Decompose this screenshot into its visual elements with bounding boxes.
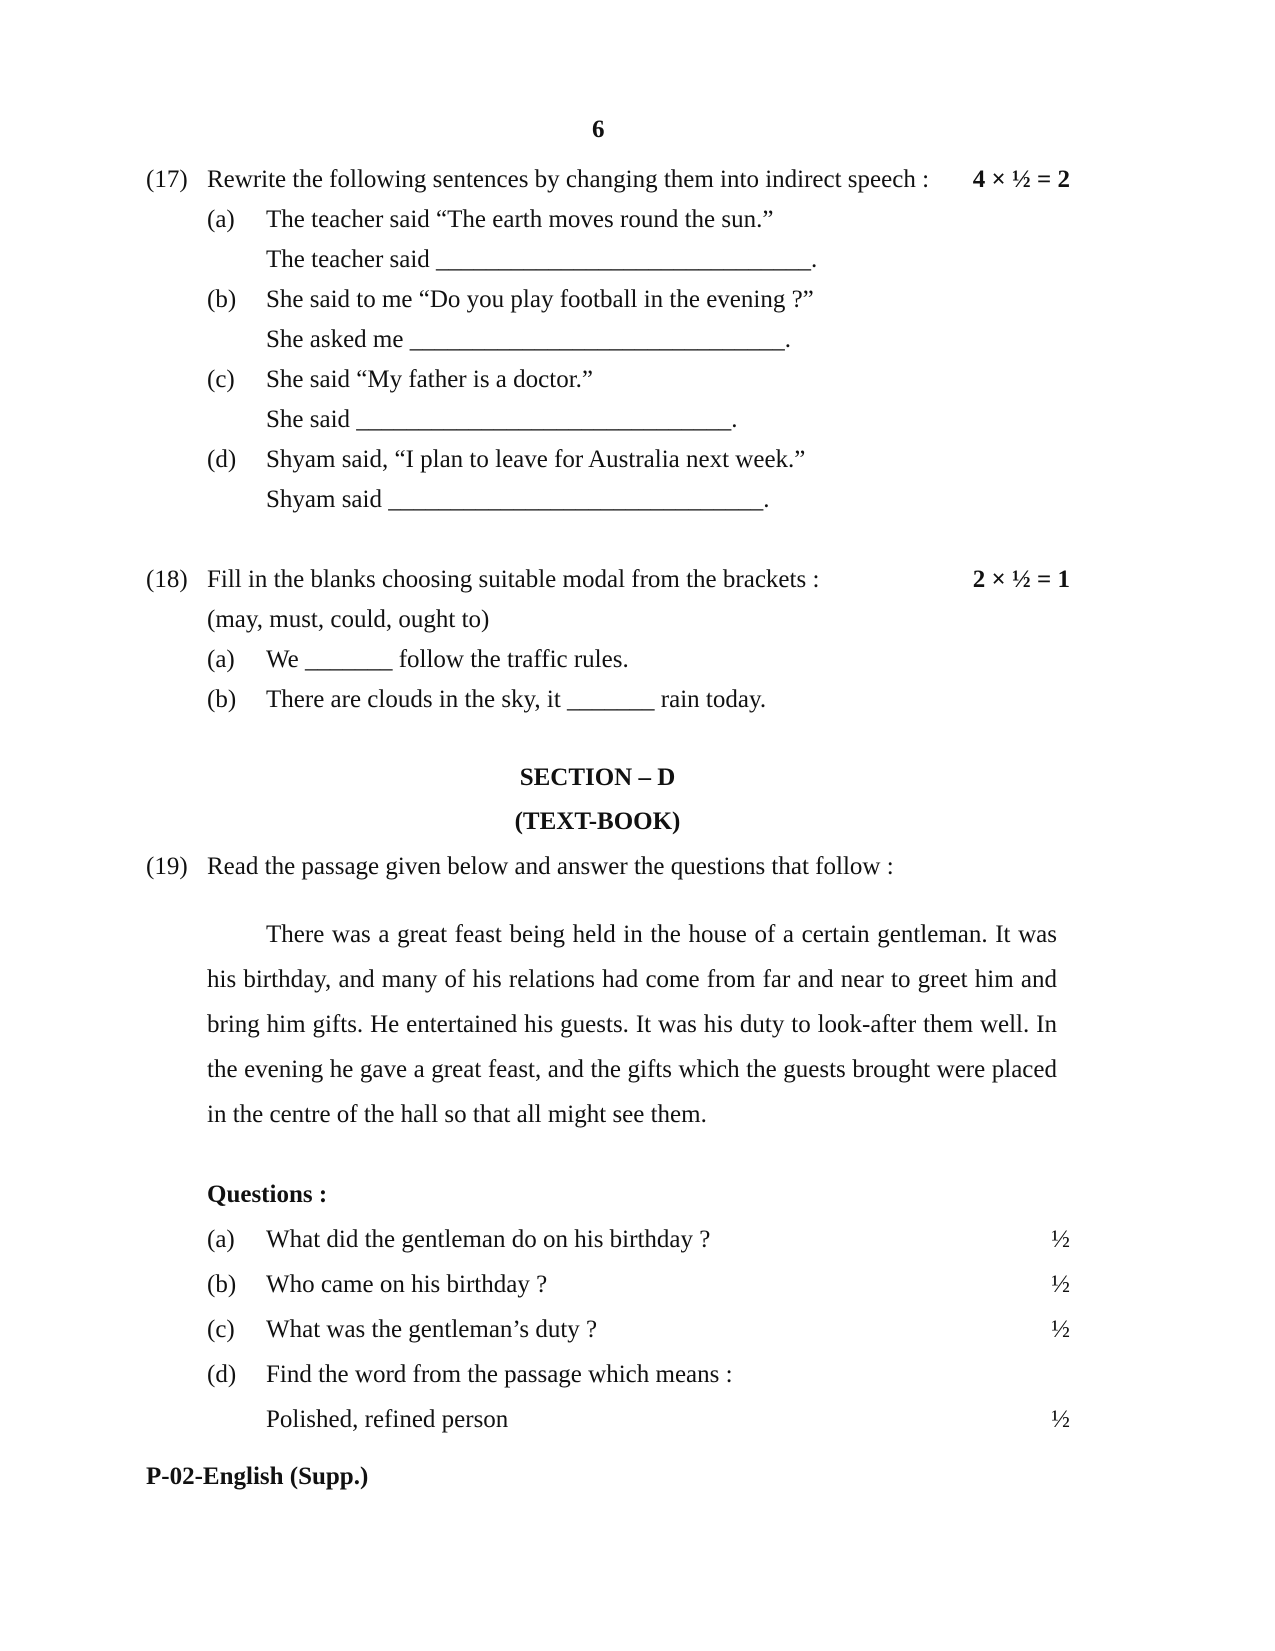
q19-d-text: Find the word from the passage which means : xyxy=(266,1361,733,1388)
q19-b-text: Who came on his birthday ? xyxy=(266,1271,548,1298)
q19-b-label: (b) xyxy=(207,1271,237,1298)
footer-paper-code: P-02-English (Supp.) xyxy=(146,1463,369,1490)
q19-questions-heading: Questions : xyxy=(207,1181,328,1208)
page-number: 6 xyxy=(592,116,605,143)
q17-c-label: (c) xyxy=(207,366,235,393)
q19-number: (19) xyxy=(146,853,188,880)
q17-b-answer: She asked me ______________________________. xyxy=(266,326,791,353)
q18-stem: Fill in the blanks choosing suitable modal from the brackets : xyxy=(207,566,820,593)
q19-d-label: (d) xyxy=(207,1361,237,1388)
q18-marks: 2 × ½ = 1 xyxy=(972,566,1070,593)
q18-b-label: (b) xyxy=(207,686,237,713)
q17-marks: 4 × ½ = 2 xyxy=(972,166,1070,193)
q19-a-marks: ½ xyxy=(1051,1226,1070,1253)
q17-a-label: (a) xyxy=(207,206,235,233)
q17-c-answer: She said ______________________________. xyxy=(266,406,738,433)
q19-a-text: What did the gentleman do on his birthday ? xyxy=(266,1226,711,1253)
section-title: SECTION – D xyxy=(519,764,676,791)
q17-number: (17) xyxy=(146,166,188,193)
q19-b-marks: ½ xyxy=(1051,1271,1070,1298)
q17-a-answer: The teacher said ______________________________. xyxy=(266,246,818,273)
q17-d-answer: Shyam said ______________________________. xyxy=(266,486,770,513)
q17-a-text: The teacher said “The earth moves round the sun.” xyxy=(266,206,774,233)
q17-c-text: She said “My father is a doctor.” xyxy=(266,366,593,393)
q19-d-marks: ½ xyxy=(1051,1406,1070,1433)
q19-a-label: (a) xyxy=(207,1226,235,1253)
section-subtitle: (TEXT-BOOK) xyxy=(514,808,681,835)
q17-b-label: (b) xyxy=(207,286,237,313)
q17-d-text: Shyam said, “I plan to leave for Australia next week.” xyxy=(266,446,806,473)
q17-d-label: (d) xyxy=(207,446,237,473)
q17-stem: Rewrite the following sentences by changing them into indirect speech : xyxy=(207,166,930,193)
q17-b-text: She said to me “Do you play football in the evening ?” xyxy=(266,286,814,313)
q19-c-marks: ½ xyxy=(1051,1316,1070,1343)
q19-d-subtext: Polished, refined person xyxy=(266,1406,509,1433)
q19-stem: Read the passage given below and answer the questions that follow : xyxy=(207,853,894,880)
q19-passage: There was a great feast being held in the house of a certain gentleman. It was his birthday, and many of his relations had come from far and near to greet him and bring him gifts. He entertained his guests. It was his duty to look-after them well. In the evening he gave a great feast, and the gifts which the guests brought were placed in the centre of the hall so that all might see them. xyxy=(207,921,1057,1128)
q19-c-text: What was the gentleman’s duty ? xyxy=(266,1316,598,1343)
q19-c-label: (c) xyxy=(207,1316,235,1343)
q18-a-label: (a) xyxy=(207,646,235,673)
q18-number: (18) xyxy=(146,566,188,593)
q18-a-text: We _______ follow the traffic rules. xyxy=(266,646,629,673)
q18-options: (may, must, could, ought to) xyxy=(207,606,490,633)
q18-b-text: There are clouds in the sky, it _______ rain today. xyxy=(266,686,767,713)
